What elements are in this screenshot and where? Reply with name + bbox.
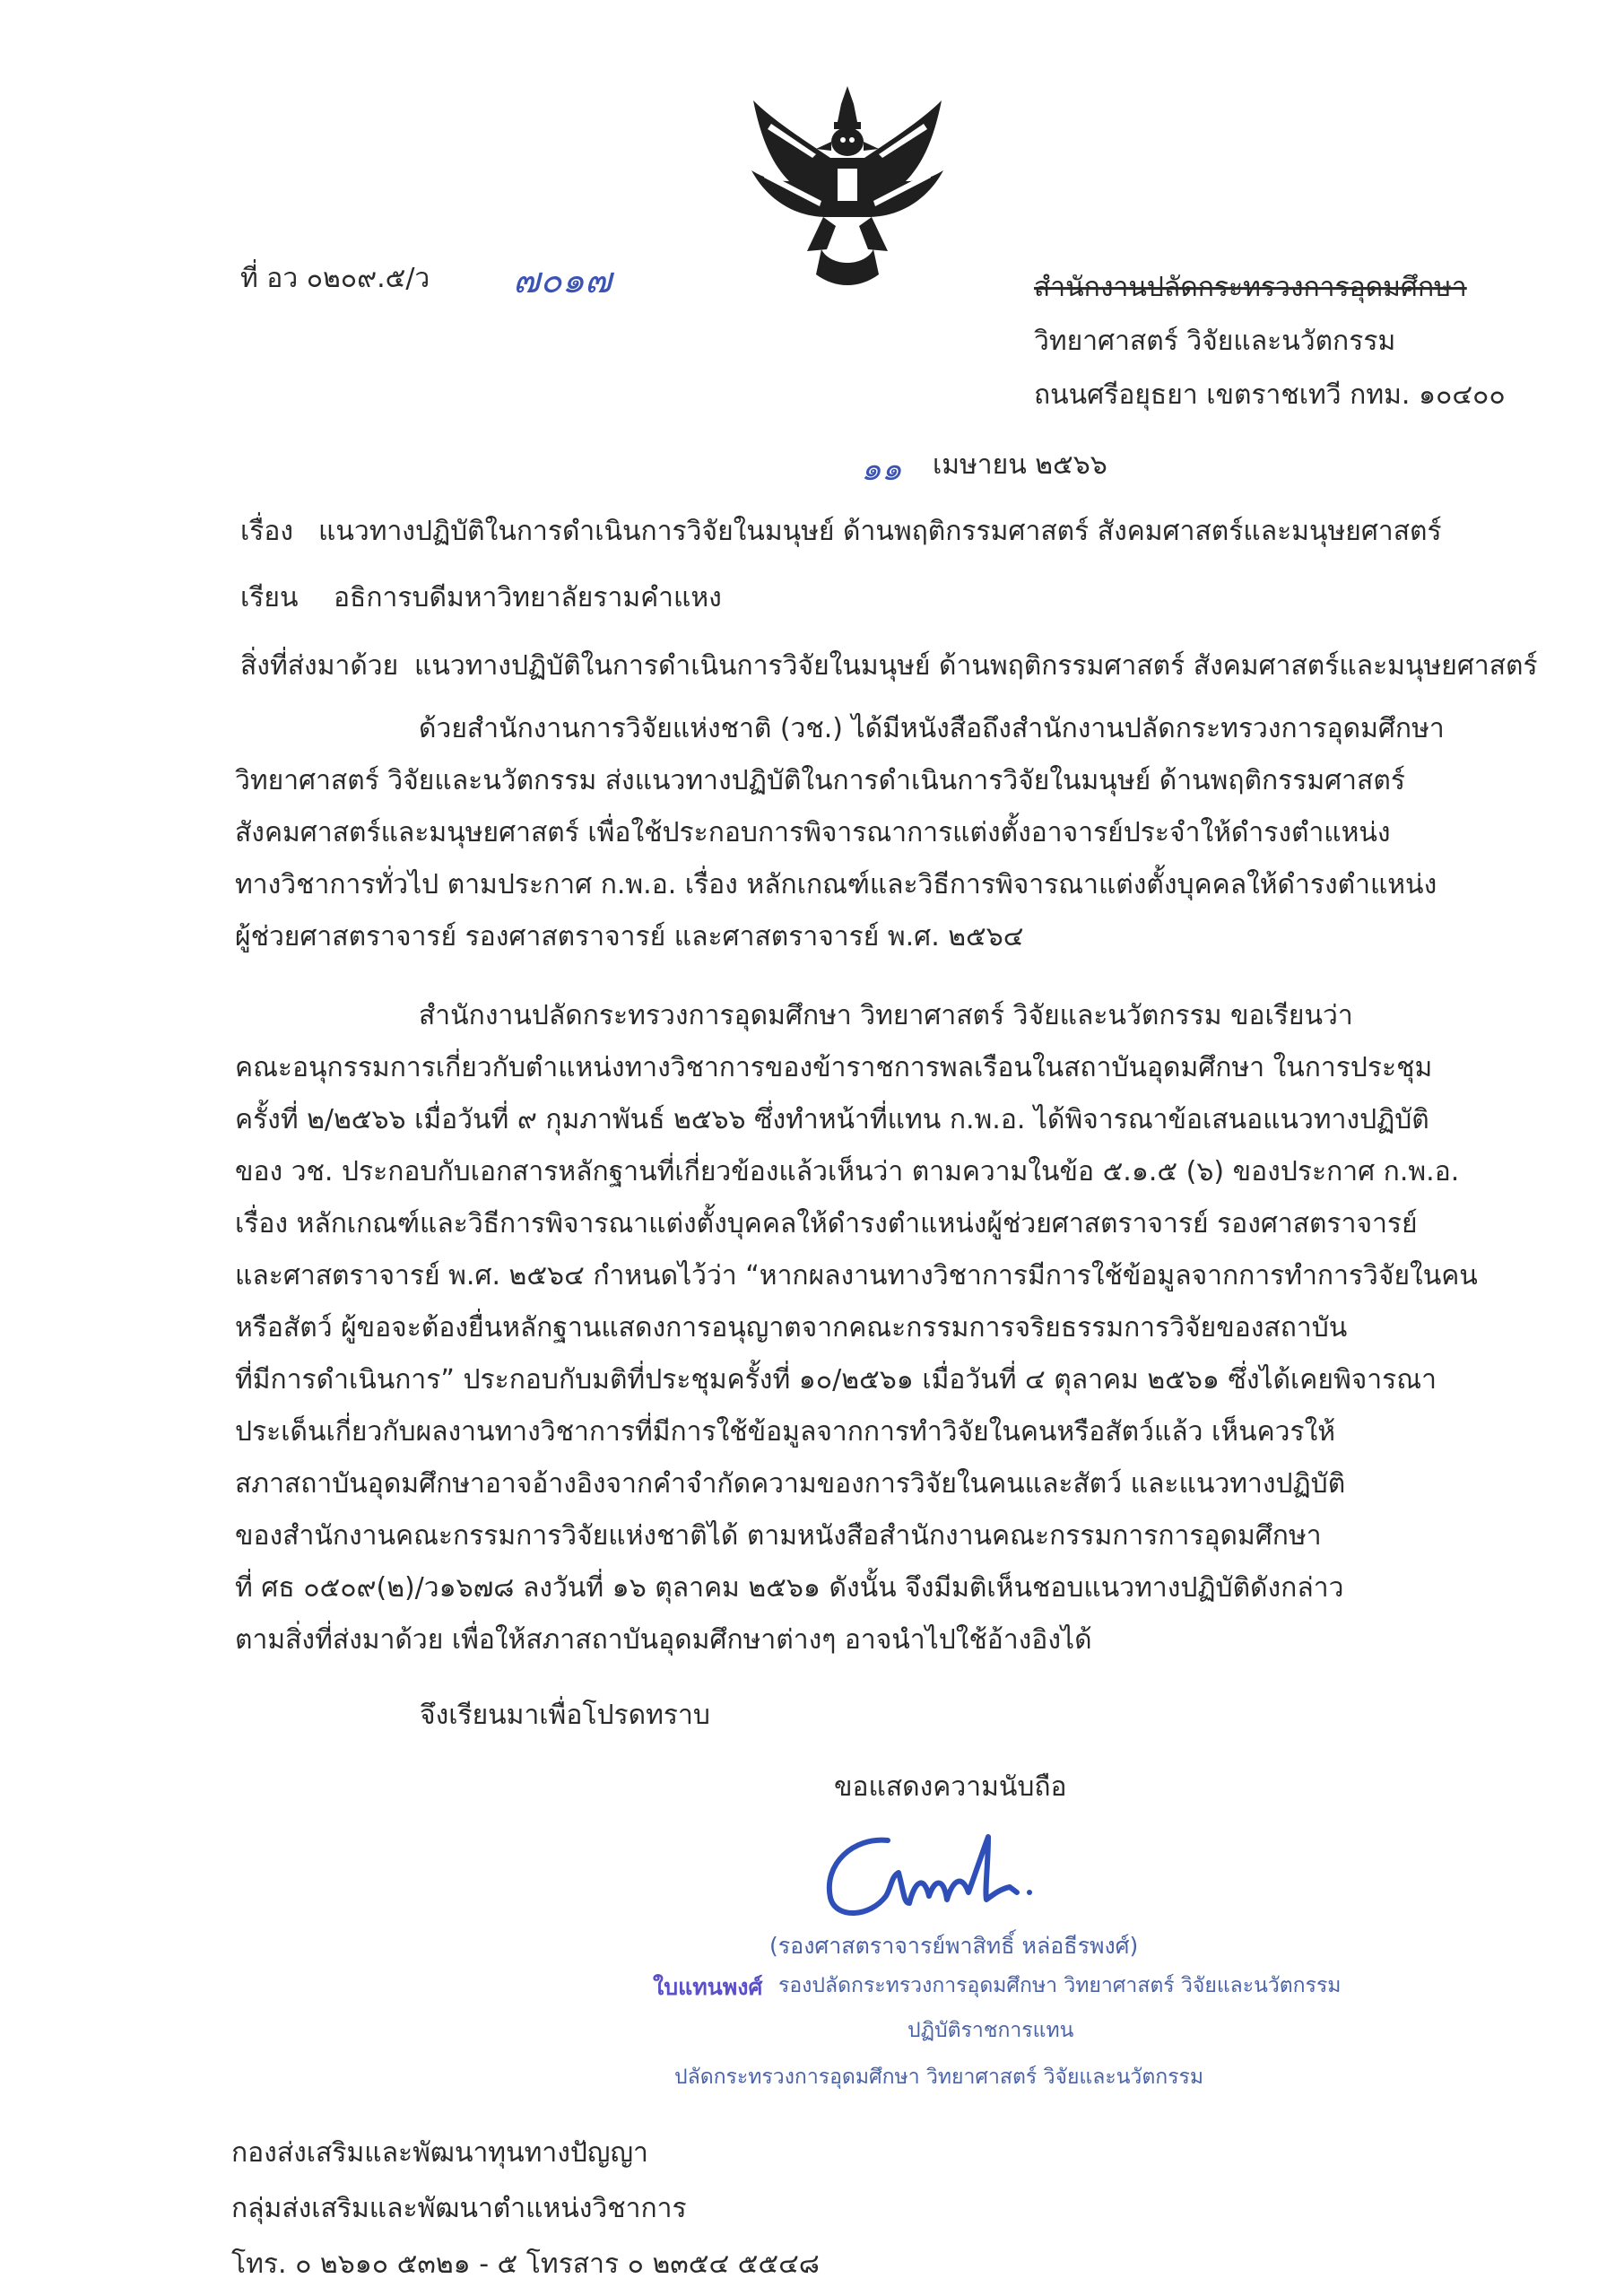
sender-line-1: สำนักงานปลัดกระทรวงการอุดมศึกษา bbox=[1034, 272, 1467, 303]
paragraph-2-line: ที่มีการดำเนินการ” ประกอบกับมติที่ประชุมครั้งที่ ๑๐/๒๕๖๑ เมื่อวันที่ ๔ ตุลาคม ๒๕๖๑ ซึ่งได้เคยพิจารณา bbox=[235, 1364, 1437, 1396]
signer-stamp: ใบแทนพงศ์ bbox=[653, 1974, 763, 2000]
sender-line-2: วิทยาศาสตร์ วิจัยและนวัตกรรม bbox=[1034, 326, 1396, 357]
footer-division: กองส่งเสริมและพัฒนาทุนทางปัญญา bbox=[231, 2137, 648, 2169]
paragraph-2-line: สำนักงานปลัดกระทรวงการอุดมศึกษา วิทยาศาสตร์ วิจัยและนวัตกรรม ขอเรียนว่า bbox=[419, 1000, 1353, 1031]
signer-position-3: ปลัดกระทรวงการอุดมศึกษา วิทยาศาสตร์ วิจัยและนวัตกรรม bbox=[674, 2066, 1204, 2089]
paragraph-2-line: หรือสัตว์ ผู้ขอจะต้องยื่นหลักฐานแสดงการอนุญาตจากคณะกรรมการจริยธรรมการวิจัยของสถาบัน bbox=[235, 1312, 1348, 1344]
body-paragraph-1 bbox=[235, 703, 1486, 963]
paragraph-2-line: ที่ ศธ ๐๕๐๙(๒)/ว๑๖๗๘ ลงวันที่ ๑๖ ตุลาคม ๒๕๖๑ ดังนั้น จึงมีมติเห็นชอบแนวทางปฏิบัติดังกล่าว bbox=[235, 1572, 1344, 1604]
signer-position-1: รองปลัดกระทรวงการอุดมศึกษา วิทยาศาสตร์ วิจัยและนวัตกรรม bbox=[778, 1974, 1342, 1997]
paragraph-1-line: ด้วยสำนักงานการวิจัยแห่งชาติ (วช.) ได้มีหนังสือถึงสำนักงานปลัดกระทรวงการอุดมศึกษา bbox=[419, 713, 1445, 744]
closing-request: จึงเรียนมาเพื่อโปรดทราบ bbox=[420, 1700, 710, 1731]
paragraph-1-line: วิทยาศาสตร์ วิจัยและนวัตกรรม ส่งแนวทางปฏิบัติในการดำเนินการวิจัยในมนุษย์ ด้านพฤติกรรมศาสตร์ bbox=[235, 765, 1405, 796]
enclosure-label: สิ่งที่ส่งมาด้วย bbox=[240, 650, 399, 682]
handwritten-signature bbox=[818, 1810, 1087, 1926]
sender-line-3: ถนนศรีอยุธยา เขตราชเทวี กทม. ๑๐๔๐๐ bbox=[1034, 379, 1506, 411]
paragraph-2-line: ของสำนักงานคณะกรรมการวิจัยแห่งชาติได้ ตามหนังสือสำนักงานคณะกรรมการการอุดมศึกษา bbox=[235, 1520, 1322, 1552]
date-day-handwritten: ๑๑ bbox=[861, 451, 902, 488]
paragraph-2-line: เรื่อง หลักเกณฑ์และวิธีการพิจารณาแต่งตั้งบุคคลให้ดำรงตำแหน่งผู้ช่วยศาสตราจารย์ รองศาสตราจารย์ bbox=[235, 1208, 1418, 1239]
paragraph-2-line: ของ วช. ประกอบกับเอกสารหลักฐานที่เกี่ยวข้องแล้วเห็นว่า ตามความในข้อ ๕.๑.๕ (๖) ของประกาศ ก.พ.อ. bbox=[235, 1156, 1460, 1187]
footer-contact: โทร. ๐ ๒๖๑๐ ๕๓๒๑ - ๕ โทรสาร ๐ ๒๓๕๔ ๕๕๔๘ bbox=[231, 2248, 820, 2280]
signer-name: (รองศาสตราจารย์พาสิทธิ์ หล่อธีรพงศ์) bbox=[769, 1933, 1139, 1959]
to-text: อธิการบดีมหาวิทยาลัยรามคำแหง bbox=[334, 582, 722, 613]
subject-text: แนวทางปฏิบัติในการดำเนินการวิจัยในมนุษย์ ด้านพฤติกรรมศาสตร์ สังคมศาสตร์และมนุษยศาสตร์ bbox=[318, 516, 1442, 547]
date-month-year: เมษายน ๒๕๖๖ bbox=[933, 449, 1107, 481]
garuda-emblem-icon bbox=[744, 83, 951, 291]
paragraph-1-line: ทางวิชาการทั่วไป ตามประกาศ ก.พ.อ. เรื่อง หลักเกณฑ์และวิธีการพิจารณาแต่งตั้งบุคคลให้ดำรงตำแหน่ง bbox=[235, 869, 1437, 900]
paragraph-2-line: สภาสถาบันอุดมศึกษาอาจอ้างอิงจากคำจำกัดความของการวิจัยในคนและสัตว์ และแนวทางปฏิบัติ bbox=[235, 1468, 1346, 1500]
paragraph-1-line: ผู้ช่วยศาสตราจารย์ รองศาสตราจารย์ และศาสตราจารย์ พ.ศ. ๒๕๖๔ bbox=[235, 921, 1024, 952]
paragraph-2-line: ครั้งที่ ๒/๒๕๖๖ เมื่อวันที่ ๙ กุมภาพันธ์ ๒๕๖๖ ซึ่งทำหน้าที่แทน ก.พ.อ. ได้พิจารณาข้อเสนอแนวทางปฏิบัติ bbox=[235, 1104, 1429, 1135]
to-label: เรียน bbox=[240, 582, 299, 613]
paragraph-1-line: สังคมศาสตร์และมนุษยศาสตร์ เพื่อใช้ประกอบการพิจารณาการแต่งตั้งอาจารย์ประจำให้ดำรงตำแหน่ง bbox=[235, 817, 1391, 848]
signer-position-2: ปฏิบัติราชการแทน bbox=[908, 2019, 1074, 2042]
paragraph-2-line: และศาสตราจารย์ พ.ศ. ๒๕๖๔ กำหนดไว้ว่า “หากผลงานทางวิชาการมีการใช้ข้อมูลจากการทำการวิจัยในคน bbox=[235, 1260, 1478, 1292]
body-paragraph-2 bbox=[235, 990, 1486, 1666]
enclosure-text: แนวทางปฏิบัติในการดำเนินการวิจัยในมนุษย์ ด้านพฤติกรรมศาสตร์ สังคมศาสตร์และมนุษยศาสตร์ bbox=[414, 650, 1538, 682]
handwritten-reference-number: ๗๐๑๗ bbox=[513, 260, 612, 301]
closing-salutation: ขอแสดงความนับถือ bbox=[834, 1771, 1067, 1803]
paragraph-2-line: ตามสิ่งที่ส่งมาด้วย เพื่อให้สภาสถาบันอุดมศึกษาต่างๆ อาจนำไปใช้อ้างอิงได้ bbox=[235, 1624, 1092, 1656]
paragraph-2-line: คณะอนุกรรมการเกี่ยวกับตำแหน่งทางวิชาการของข้าราชการพลเรือนในสถาบันอุดมศึกษา ในการประชุม bbox=[235, 1052, 1433, 1083]
footer-group: กลุ่มส่งเสริมและพัฒนาตำแหน่งวิชาการ bbox=[231, 2193, 687, 2224]
paragraph-2-line: ประเด็นเกี่ยวกับผลงานทางวิชาการที่มีการใช้ข้อมูลจากการทำวิจัยในคนหรือสัตว์แล้ว เห็นควรให้ bbox=[235, 1416, 1336, 1448]
subject-label: เรื่อง bbox=[240, 516, 294, 547]
reference-label: ที่ อว ๐๒๐๙.๕/ว bbox=[240, 263, 430, 294]
